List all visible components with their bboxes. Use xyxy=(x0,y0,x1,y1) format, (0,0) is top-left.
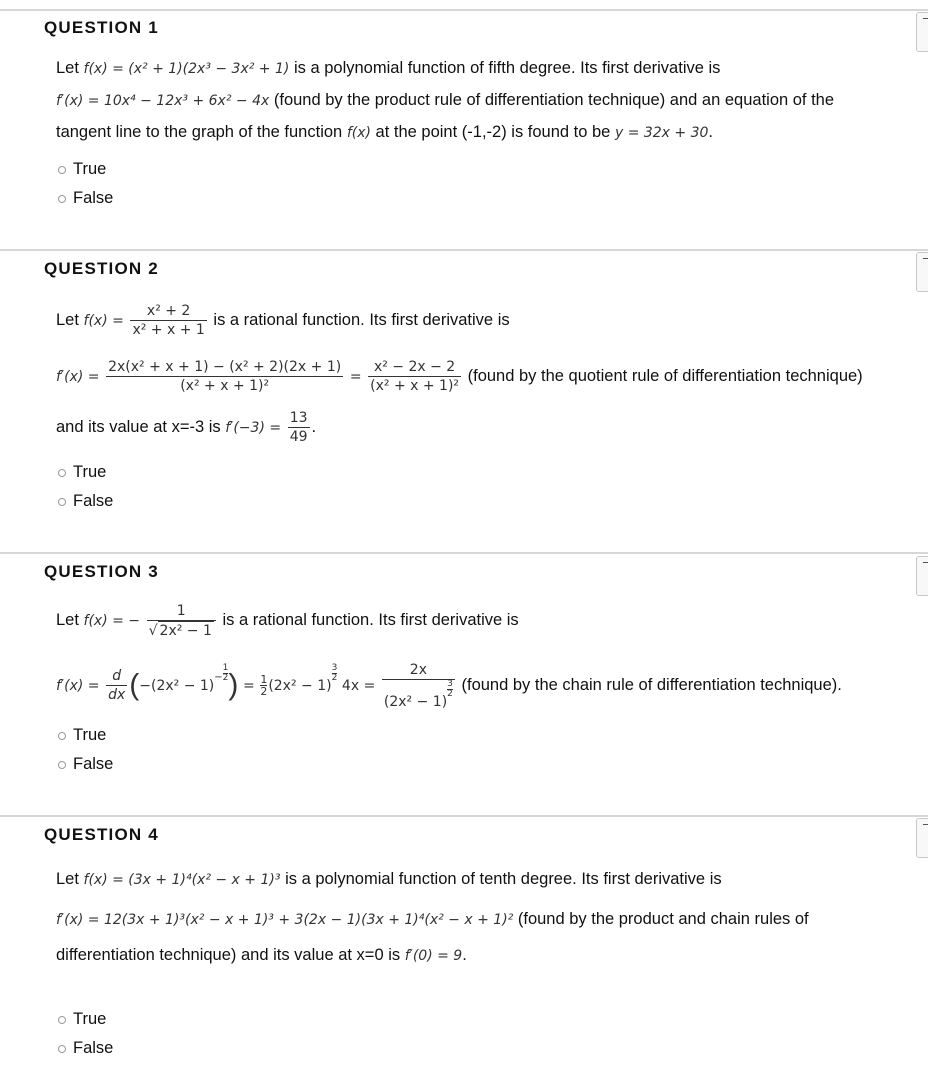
question-4-divider xyxy=(0,815,928,817)
question-2-function-fraction: $\frac{\text{x² + 2}}{\text{x² + x + 1}}$ xyxy=(132,303,205,339)
question-1-title: QUESTION 1 xyxy=(44,18,159,37)
question-4-function: f(x) = (3x + 1)⁴(x² − x + 1)³ xyxy=(83,872,281,888)
question-3-one-half: $\frac{1}{2}$ xyxy=(260,673,268,699)
question-3-divider xyxy=(0,552,928,554)
question-2-option-false[interactable]: False xyxy=(58,491,113,511)
question-2-derivative-fraction-2: $\frac{\text{x² − 2x − 2}}{\text{(x² + x + 1)²}}$ xyxy=(370,359,460,395)
radio-button[interactable] xyxy=(58,498,66,506)
question-1-line-2: f′(x) = 10x⁴ − 12x³ + 6x² − 4x (found by the product rule of differentiation technique) and an equation of the xyxy=(56,91,835,109)
question-4-line-3: differentiation technique) and its value at x=0 is f′(0) = 9. xyxy=(56,946,467,964)
question-2-value-fraction: $\frac{13}{49}$ xyxy=(289,410,308,446)
question-2-divider xyxy=(0,249,928,251)
question-2-derivative-fraction-1: $\frac{\text{2x(x² + x + 1) − (x² + 2)(2x + 1)}}{\text{(x² + x + 1)²}}$ xyxy=(108,359,342,395)
question-2-option-true[interactable]: True xyxy=(58,462,106,482)
question-3-option-true[interactable]: True xyxy=(58,725,106,745)
question-1-line-1: Let f(x) = (x² + 1)(2x³ − 3x² + 1) is a polynomial function of fifth degree. Its first derivative is xyxy=(56,59,721,77)
question-2-side-tab[interactable] xyxy=(916,252,928,292)
question-4-line-1: Let f(x) = (3x + 1)⁴(x² − x + 1)³ is a polynomial function of tenth degree. Its first derivative is xyxy=(56,870,722,888)
question-3-exponent-neg-half: $\frac{1}{2}$ xyxy=(222,663,229,683)
question-1-option-true[interactable]: True xyxy=(58,159,106,179)
question-4-derivative: f′(x) = 12(3x + 1)³(x² − x + 1)³ + 3(2x − 1)(3x + 1)⁴(x² − x + 1)² xyxy=(56,912,514,928)
question-2-line-3: and its value at x=-3 is f′(−3) = $\frac{13}{49}$ . xyxy=(56,410,317,446)
question-3-exponent-three-halves: $\frac{3}{2}$ xyxy=(331,663,338,683)
question-3-result-fraction: 2x (2x² − 1) $\frac{3}{2}$ xyxy=(383,661,453,710)
question-1-function: f(x) = (x² + 1)(2x³ − 3x² + 1) xyxy=(83,61,290,77)
question-4-value: f′(0) = 9 xyxy=(404,948,463,964)
question-4-title: QUESTION 4 xyxy=(44,825,159,844)
radio-button[interactable] xyxy=(58,469,66,477)
radio-button[interactable] xyxy=(58,166,66,174)
sqrt-radicand: 2x² − 1 xyxy=(159,622,212,639)
radio-button[interactable] xyxy=(58,1045,66,1053)
question-2-line-2: f′(x) = $\frac{\text{2x(x² + x + 1) − (x² + 2)(2x + 1)}}{\text{(x² + x + 1)²}}$ = $\frac{\text{x² − 2x − 2}}{\text{(x² + x + 1)²}}$ (found by the quotient rule of differentiation technique) xyxy=(56,359,863,395)
question-4-option-true[interactable]: True xyxy=(58,1009,106,1029)
question-3-function-fraction: $\frac{1}{\text{√ 2x² − 1}}$ xyxy=(147,602,216,640)
question-1-side-tab[interactable] xyxy=(916,12,928,52)
question-1-option-false[interactable]: False xyxy=(58,188,113,208)
question-1-tangent-equation: y = 32x + 30 xyxy=(614,125,709,141)
question-1-divider xyxy=(0,9,928,11)
question-1-derivative: f′(x) = 10x⁴ − 12x³ + 6x² − 4x xyxy=(56,93,270,109)
question-4-option-false[interactable]: False xyxy=(58,1038,113,1058)
question-3-d-dx: $\frac{d}{dx}$ xyxy=(108,668,126,704)
question-2-line-1: Let f(x) = $\frac{\text{x² + 2}}{\text{x² + x + 1}}$ is a rational function. Its first derivative is xyxy=(56,303,510,339)
question-3-title: QUESTION 3 xyxy=(44,562,159,581)
question-4-line-2: f′(x) = 12(3x + 1)³(x² − x + 1)³ + 3(2x − 1)(3x + 1)⁴(x² − x + 1)² (found by the product and chain rules of xyxy=(56,910,809,928)
radio-button[interactable] xyxy=(58,732,66,740)
question-3-line-2: f′(x) = $\frac{d}{dx}$ (−(2x² − 1)− $\frac{1}{2}$ ) = $\frac{1}{2}$ (2x² − 1) $\frac{3}{2}$ 4x = 2x (2x² − 1) $\frac{3}{2}$ (found by the chain rule of differentiation technique). xyxy=(56,661,842,710)
question-3-side-tab[interactable] xyxy=(916,556,928,596)
question-2-title: QUESTION 2 xyxy=(44,259,159,278)
question-1-line-3: tangent line to the graph of the function f(x) at the point (-1,-2) is found to be y = 32x + 30. xyxy=(56,123,714,141)
question-3-option-false[interactable]: False xyxy=(58,754,113,774)
question-3-line-1: Let f(x) = − $\frac{1}{\text{√ 2x² − 1}}$ is a rational function. Its first derivative is xyxy=(56,602,519,639)
radio-button[interactable] xyxy=(58,761,66,769)
question-4-side-tab[interactable] xyxy=(916,818,928,858)
radio-button[interactable] xyxy=(58,1016,66,1024)
radio-button[interactable] xyxy=(58,195,66,203)
